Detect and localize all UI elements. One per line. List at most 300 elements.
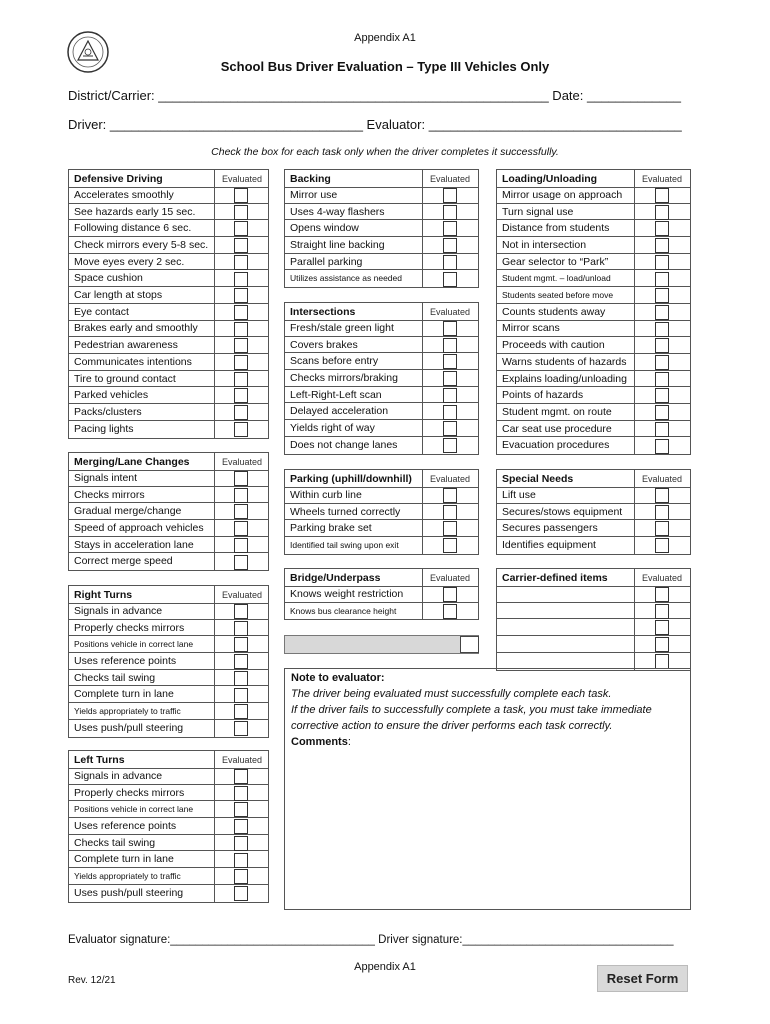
task-row bbox=[69, 554, 268, 570]
task-checkbox[interactable] bbox=[655, 587, 669, 602]
task-label: Check mirrors every 5-8 sec. bbox=[74, 238, 209, 251]
task-row bbox=[69, 271, 268, 288]
task-checkbox[interactable] bbox=[234, 654, 248, 669]
task-row bbox=[285, 387, 478, 404]
evaluated-column-header: Evaluated bbox=[642, 473, 683, 484]
task-row bbox=[497, 321, 690, 338]
task-row bbox=[497, 504, 690, 521]
task-label: Car seat use procedure bbox=[502, 422, 612, 435]
evaluated-column-header: Evaluated bbox=[222, 754, 263, 765]
task-checkbox[interactable] bbox=[234, 704, 248, 719]
task-label: Following distance 6 sec. bbox=[74, 222, 192, 235]
note-line-1: The driver being evaluated must successfully complete each task. bbox=[291, 688, 612, 700]
task-checkbox[interactable] bbox=[655, 272, 669, 287]
task-label: Car length at stops bbox=[74, 289, 163, 302]
task-label: Complete turn in lane bbox=[74, 688, 174, 701]
task-checkbox[interactable] bbox=[443, 604, 457, 619]
section-title: Backing bbox=[290, 172, 331, 185]
task-row bbox=[69, 636, 268, 653]
section-header bbox=[285, 170, 478, 188]
task-row bbox=[497, 271, 690, 288]
comments-label bbox=[291, 736, 351, 748]
task-row bbox=[497, 603, 690, 620]
task-label: Parked vehicles bbox=[74, 389, 149, 402]
parking-section bbox=[284, 469, 479, 555]
task-label: Pedestrian awareness bbox=[74, 339, 178, 352]
task-row bbox=[69, 503, 268, 520]
task-label: Mirror usage on approach bbox=[502, 188, 623, 201]
note-line-2: If the driver fails to successfully complete a task, you must take immediate bbox=[291, 704, 652, 716]
section-header bbox=[69, 751, 268, 769]
task-row bbox=[497, 619, 690, 636]
task-label: Not in intersection bbox=[502, 238, 587, 251]
task-row bbox=[69, 852, 268, 869]
section-title: Parking (uphill/downhill) bbox=[290, 472, 412, 485]
task-checkbox[interactable] bbox=[234, 802, 248, 817]
task-checkbox[interactable] bbox=[443, 421, 457, 436]
task-label: Student mgmt. on route bbox=[502, 405, 612, 418]
bridge-section bbox=[284, 568, 479, 620]
task-checkbox[interactable] bbox=[443, 521, 457, 536]
task-label: Secures/stows equipment bbox=[502, 505, 623, 518]
task-row bbox=[285, 603, 478, 619]
task-checkbox[interactable] bbox=[443, 587, 457, 602]
reset-form-button[interactable]: Reset Form bbox=[597, 965, 688, 992]
task-checkbox[interactable] bbox=[655, 488, 669, 503]
task-label: Signals in advance bbox=[74, 604, 163, 617]
task-checkbox[interactable] bbox=[234, 221, 248, 236]
task-checkbox[interactable] bbox=[655, 405, 669, 420]
task-label: Left-Right-Left scan bbox=[290, 388, 382, 401]
task-row bbox=[69, 520, 268, 537]
task-row bbox=[69, 421, 268, 437]
intersections-section bbox=[284, 302, 479, 455]
task-label: Signals intent bbox=[74, 471, 138, 484]
task-label: Checks mirrors bbox=[74, 488, 145, 501]
task-label: Gradual merge/change bbox=[74, 505, 182, 518]
task-label: Mirror use bbox=[290, 188, 338, 201]
section-title: Intersections bbox=[290, 305, 356, 318]
comments-label-text: Comments bbox=[291, 736, 348, 748]
task-checkbox[interactable] bbox=[443, 405, 457, 420]
carrier-section bbox=[496, 568, 691, 671]
task-row bbox=[285, 504, 478, 521]
merging-section bbox=[68, 452, 269, 571]
task-checkbox[interactable] bbox=[234, 388, 248, 403]
task-label: Identifies equipment bbox=[502, 538, 596, 551]
task-row bbox=[497, 337, 690, 354]
task-checkbox[interactable] bbox=[234, 671, 248, 686]
task-checkbox[interactable] bbox=[443, 538, 457, 553]
task-row bbox=[69, 885, 268, 901]
task-label: Tire to ground contact bbox=[74, 372, 176, 385]
task-checkbox[interactable] bbox=[234, 853, 248, 868]
task-checkbox[interactable] bbox=[655, 654, 669, 669]
task-checkbox[interactable] bbox=[234, 555, 248, 570]
task-checkbox[interactable] bbox=[234, 255, 248, 270]
task-checkbox[interactable] bbox=[655, 620, 669, 635]
task-label: Identified tail swing upon exit bbox=[290, 539, 399, 550]
task-row bbox=[285, 353, 478, 370]
task-checkbox[interactable] bbox=[443, 221, 457, 236]
signature-lines[interactable]: Evaluator signature:________________________________ Driver signature:_________________________________ bbox=[68, 934, 674, 946]
task-checkbox[interactable] bbox=[234, 869, 248, 884]
task-checkbox[interactable] bbox=[655, 322, 669, 337]
task-row bbox=[69, 220, 268, 237]
task-label: Gear selector to “Park” bbox=[502, 255, 609, 268]
task-label: Brakes early and smoothly bbox=[74, 322, 198, 335]
task-checkbox[interactable] bbox=[655, 637, 669, 652]
task-label: Communicates intentions bbox=[74, 355, 192, 368]
task-checkbox[interactable] bbox=[655, 338, 669, 353]
task-row bbox=[69, 470, 268, 487]
task-checkbox[interactable] bbox=[443, 438, 457, 453]
task-row bbox=[69, 237, 268, 254]
task-row bbox=[285, 320, 478, 337]
task-label: Properly checks mirrors bbox=[74, 786, 185, 799]
task-row bbox=[285, 370, 478, 387]
task-label: Speed of approach vehicles bbox=[74, 521, 204, 534]
appendix-label-top: Appendix A1 bbox=[354, 32, 416, 44]
task-checkbox[interactable] bbox=[234, 272, 248, 287]
task-label: Uses push/pull steering bbox=[74, 721, 184, 734]
task-label: Uses reference points bbox=[74, 819, 177, 832]
right-turns-section bbox=[68, 585, 269, 738]
task-row bbox=[497, 487, 690, 504]
task-row bbox=[69, 785, 268, 802]
task-checkbox[interactable] bbox=[234, 338, 248, 353]
evaluated-column-header: Evaluated bbox=[430, 572, 471, 583]
task-label: Warns students of hazards bbox=[502, 355, 627, 368]
task-label: Pacing lights bbox=[74, 422, 134, 435]
task-checkbox[interactable] bbox=[234, 688, 248, 703]
task-label: Fresh/stale green light bbox=[290, 321, 394, 334]
task-label: Parking brake set bbox=[290, 522, 372, 535]
task-label: Straight line backing bbox=[290, 238, 385, 251]
task-label: Properly checks mirrors bbox=[74, 621, 185, 634]
task-checkbox[interactable] bbox=[234, 721, 248, 736]
task-row bbox=[497, 220, 690, 237]
task-row bbox=[69, 620, 268, 637]
task-label: Space cushion bbox=[74, 272, 143, 285]
task-checkbox[interactable] bbox=[443, 338, 457, 353]
task-label: Checks tail swing bbox=[74, 836, 156, 849]
appendix-label-bottom: Appendix A1 bbox=[354, 961, 416, 973]
task-label: Delayed acceleration bbox=[290, 405, 389, 418]
task-checkbox[interactable] bbox=[234, 488, 248, 503]
task-checkbox[interactable] bbox=[234, 305, 248, 320]
section-title: Bridge/Underpass bbox=[290, 571, 381, 584]
task-row bbox=[285, 437, 478, 453]
task-checkbox[interactable] bbox=[443, 255, 457, 270]
task-label: Knows bus clearance height bbox=[290, 605, 397, 616]
section-title: Merging/Lane Changes bbox=[74, 455, 190, 468]
task-checkbox[interactable] bbox=[443, 321, 457, 336]
task-checkbox[interactable] bbox=[655, 538, 669, 553]
task-checkbox[interactable] bbox=[234, 471, 248, 486]
task-checkbox[interactable] bbox=[655, 238, 669, 253]
left-turns-section bbox=[68, 750, 269, 903]
task-row bbox=[69, 868, 268, 885]
task-label: Move eyes every 2 sec. bbox=[74, 255, 185, 268]
section-header bbox=[285, 569, 478, 587]
task-checkbox[interactable] bbox=[234, 322, 248, 337]
section-header bbox=[497, 569, 690, 587]
task-row bbox=[69, 371, 268, 388]
bridge-extra-row bbox=[284, 635, 479, 654]
section-title: Left Turns bbox=[74, 753, 125, 766]
task-label: Positions vehicle in correct lane bbox=[74, 804, 194, 815]
task-checkbox[interactable] bbox=[655, 604, 669, 619]
task-row bbox=[497, 520, 690, 537]
task-label: Checks tail swing bbox=[74, 671, 156, 684]
task-checkbox[interactable] bbox=[655, 255, 669, 270]
task-row bbox=[69, 603, 268, 620]
task-label: Distance from students bbox=[502, 222, 610, 235]
task-checkbox[interactable] bbox=[655, 439, 669, 454]
task-label: Opens window bbox=[290, 222, 359, 235]
task-checkbox[interactable] bbox=[655, 305, 669, 320]
task-checkbox[interactable] bbox=[443, 388, 457, 403]
task-row bbox=[69, 287, 268, 304]
task-row bbox=[285, 220, 478, 237]
task-label: Scans before entry bbox=[290, 355, 379, 368]
task-row bbox=[69, 321, 268, 338]
task-checkbox[interactable] bbox=[655, 372, 669, 387]
form-title: School Bus Driver Evaluation – Type III Vehicles Only bbox=[220, 59, 550, 74]
task-label: Eye contact bbox=[74, 305, 129, 318]
task-label: Yields right of way bbox=[290, 422, 375, 435]
task-label: Lift use bbox=[502, 488, 536, 501]
task-checkbox[interactable] bbox=[234, 238, 248, 253]
task-checkbox[interactable] bbox=[443, 188, 457, 203]
evaluated-column-header: Evaluated bbox=[642, 572, 683, 583]
task-checkbox[interactable] bbox=[234, 288, 248, 303]
task-checkbox[interactable] bbox=[234, 769, 248, 784]
note-line-3: corrective action to ensure the driver performs each task correctly. bbox=[291, 720, 613, 732]
task-checkbox[interactable] bbox=[655, 521, 669, 536]
task-checkbox[interactable] bbox=[234, 188, 248, 203]
section-header bbox=[497, 470, 690, 488]
task-checkbox[interactable] bbox=[655, 422, 669, 437]
task-label: Proceeds with caution bbox=[502, 339, 605, 352]
task-label: Knows weight restriction bbox=[290, 587, 404, 600]
section-header bbox=[285, 303, 478, 321]
task-row bbox=[69, 204, 268, 221]
backing-section bbox=[284, 169, 479, 288]
note-to-evaluator-box[interactable] bbox=[284, 668, 691, 910]
task-label: Points of hazards bbox=[502, 389, 584, 402]
task-row bbox=[69, 304, 268, 321]
evaluated-column-header: Evaluated bbox=[642, 173, 683, 184]
task-label: Parallel parking bbox=[290, 255, 363, 268]
task-label: Uses reference points bbox=[74, 654, 177, 667]
evaluated-column-header: Evaluated bbox=[222, 589, 263, 600]
task-checkbox[interactable] bbox=[655, 505, 669, 520]
task-row bbox=[69, 835, 268, 852]
task-label: Wheels turned correctly bbox=[290, 505, 401, 518]
task-checkbox[interactable] bbox=[443, 488, 457, 503]
section-header bbox=[69, 170, 268, 188]
task-checkbox[interactable] bbox=[234, 521, 248, 536]
district-date-line[interactable]: District/Carrier: ______________________________________________________ Date: _____________ bbox=[68, 88, 681, 103]
evaluated-column-header: Evaluated bbox=[430, 306, 471, 317]
task-row bbox=[497, 387, 690, 404]
note-heading: Note to evaluator: bbox=[291, 672, 385, 684]
task-label: Correct merge speed bbox=[74, 555, 173, 568]
task-row bbox=[497, 371, 690, 388]
task-label: Yields appropriately to traffic bbox=[74, 871, 181, 882]
task-label: Turn signal use bbox=[502, 205, 574, 218]
task-row bbox=[69, 187, 268, 204]
task-checkbox[interactable] bbox=[443, 205, 457, 220]
task-row bbox=[69, 354, 268, 371]
task-checkbox[interactable] bbox=[443, 272, 457, 287]
special-section bbox=[496, 469, 691, 555]
instruction-text: Check the box for each task only when the driver completes it successfully. bbox=[211, 146, 559, 158]
section-title: Loading/Unloading bbox=[502, 172, 598, 185]
task-label: Signals in advance bbox=[74, 769, 163, 782]
task-checkbox[interactable] bbox=[234, 819, 248, 834]
task-row bbox=[285, 537, 478, 553]
task-label: Explains loading/unloading bbox=[502, 372, 627, 385]
task-checkbox[interactable] bbox=[655, 221, 669, 236]
task-label: Accelerates smoothly bbox=[74, 188, 174, 201]
task-row bbox=[497, 636, 690, 653]
task-row bbox=[497, 187, 690, 204]
task-row bbox=[497, 354, 690, 371]
task-label: Evacuation procedures bbox=[502, 439, 610, 452]
task-row bbox=[497, 204, 690, 221]
task-checkbox[interactable] bbox=[443, 505, 457, 520]
task-checkbox[interactable] bbox=[443, 238, 457, 253]
defensive-section bbox=[68, 169, 269, 439]
task-checkbox[interactable] bbox=[234, 886, 248, 901]
task-label: Within curb line bbox=[290, 488, 362, 501]
task-row bbox=[497, 287, 690, 304]
task-row bbox=[497, 537, 690, 553]
section-header bbox=[497, 170, 690, 188]
task-label: Uses 4-way flashers bbox=[290, 205, 385, 218]
task-row bbox=[69, 687, 268, 704]
task-row bbox=[285, 520, 478, 537]
bridge-extra-checkbox[interactable] bbox=[460, 636, 479, 653]
task-label: Checks mirrors/braking bbox=[290, 371, 398, 384]
task-row bbox=[69, 720, 268, 736]
task-label: Students seated before move bbox=[502, 290, 614, 301]
task-checkbox[interactable] bbox=[234, 604, 248, 619]
task-row bbox=[69, 670, 268, 687]
task-label: Covers brakes bbox=[290, 338, 358, 351]
task-label: Complete turn in lane bbox=[74, 853, 174, 866]
task-row bbox=[69, 254, 268, 271]
task-checkbox[interactable] bbox=[234, 538, 248, 553]
task-checkbox[interactable] bbox=[443, 354, 457, 369]
task-checkbox[interactable] bbox=[234, 422, 248, 437]
driver-evaluator-line[interactable]: Driver: ___________________________________ Evaluator: ___________________________________ bbox=[68, 117, 682, 132]
section-header bbox=[69, 586, 268, 604]
task-label: Stays in acceleration lane bbox=[74, 538, 194, 551]
evaluated-column-header: Evaluated bbox=[430, 473, 471, 484]
section-title: Right Turns bbox=[74, 588, 133, 601]
comments-colon: : bbox=[347, 736, 351, 748]
task-label: Packs/clusters bbox=[74, 405, 142, 418]
task-row bbox=[497, 438, 690, 454]
task-checkbox[interactable] bbox=[655, 188, 669, 203]
task-row bbox=[497, 304, 690, 321]
task-checkbox[interactable] bbox=[234, 836, 248, 851]
task-row bbox=[69, 768, 268, 785]
task-row bbox=[285, 204, 478, 221]
task-row bbox=[69, 703, 268, 720]
task-checkbox[interactable] bbox=[655, 288, 669, 303]
task-checkbox[interactable] bbox=[234, 637, 248, 652]
task-checkbox[interactable] bbox=[655, 205, 669, 220]
task-checkbox[interactable] bbox=[234, 355, 248, 370]
task-row bbox=[285, 420, 478, 437]
task-row bbox=[497, 404, 690, 421]
task-row bbox=[69, 801, 268, 818]
revision-label: Rev. 12/21 bbox=[68, 975, 116, 986]
task-checkbox[interactable] bbox=[234, 504, 248, 519]
task-checkbox[interactable] bbox=[655, 355, 669, 370]
task-row bbox=[285, 586, 478, 603]
task-row bbox=[285, 337, 478, 354]
task-label: Positions vehicle in correct lane bbox=[74, 639, 194, 650]
task-row bbox=[69, 537, 268, 554]
task-label: Uses push/pull steering bbox=[74, 886, 184, 899]
task-row bbox=[285, 254, 478, 271]
task-row bbox=[69, 387, 268, 404]
section-title: Defensive Driving bbox=[74, 172, 163, 185]
section-title: Carrier-defined items bbox=[502, 571, 608, 584]
task-row bbox=[69, 653, 268, 670]
task-row bbox=[69, 404, 268, 421]
task-checkbox[interactable] bbox=[234, 372, 248, 387]
task-row bbox=[69, 337, 268, 354]
task-row bbox=[285, 487, 478, 504]
task-row bbox=[497, 653, 690, 669]
task-label: Yields appropriately to traffic bbox=[74, 706, 181, 717]
task-row bbox=[497, 237, 690, 254]
task-label: Utilizes assistance as needed bbox=[290, 273, 402, 284]
task-row bbox=[69, 818, 268, 835]
task-row bbox=[285, 271, 478, 287]
task-row bbox=[285, 187, 478, 204]
task-label: Secures passengers bbox=[502, 522, 598, 535]
evaluated-column-header: Evaluated bbox=[222, 456, 263, 467]
task-checkbox[interactable] bbox=[443, 371, 457, 386]
task-checkbox[interactable] bbox=[234, 786, 248, 801]
task-label: Counts students away bbox=[502, 305, 606, 318]
evaluated-column-header: Evaluated bbox=[430, 173, 471, 184]
task-label: Does not change lanes bbox=[290, 438, 398, 451]
section-title: Special Needs bbox=[502, 472, 574, 485]
task-label: Mirror scans bbox=[502, 322, 560, 335]
evaluated-column-header: Evaluated bbox=[222, 173, 263, 184]
task-checkbox[interactable] bbox=[234, 205, 248, 220]
task-checkbox[interactable] bbox=[655, 388, 669, 403]
task-row bbox=[497, 586, 690, 603]
task-row bbox=[285, 237, 478, 254]
task-row bbox=[285, 404, 478, 421]
task-checkbox[interactable] bbox=[234, 405, 248, 420]
task-checkbox[interactable] bbox=[234, 621, 248, 636]
loading-section bbox=[496, 169, 691, 455]
task-label: Student mgmt. – load/unload bbox=[502, 273, 611, 284]
task-row bbox=[497, 254, 690, 271]
section-header bbox=[285, 470, 478, 488]
